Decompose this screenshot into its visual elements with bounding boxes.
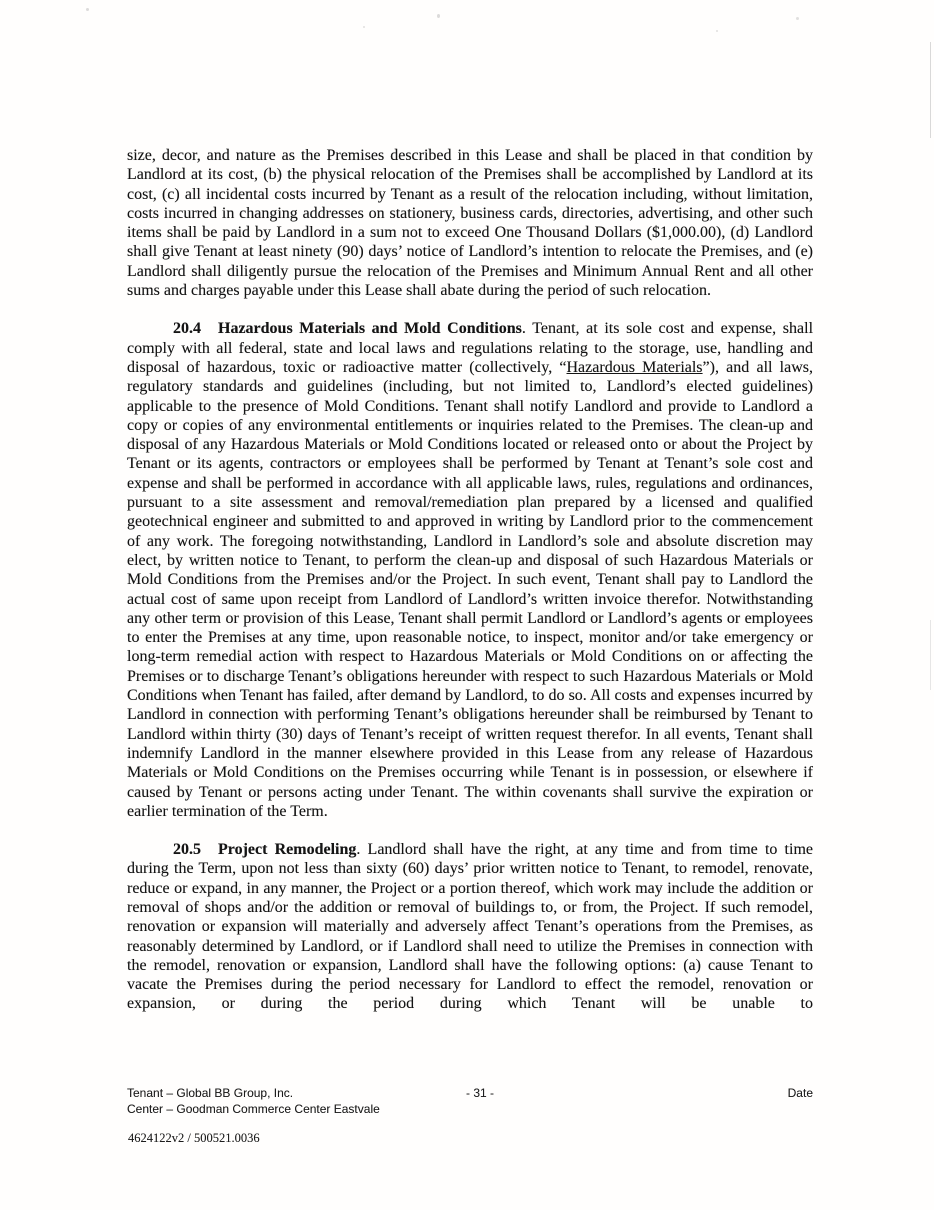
scan-speck	[716, 30, 718, 32]
page-number: - 31 -	[466, 1086, 495, 1100]
scan-speck	[437, 14, 440, 18]
document-body	[127, 146, 813, 1033]
paragraph-text: ”), and all laws, regulatory standards and guidelines (including, but not limited to, Landlord’s elected guidelines) applicable to the presence of Mold Conditions. Tenant shall notify Landlord and provide to Landlord a copy or copies of any environmental entitlements or inquiries related to the Premises. The clean-up and disposal of any Hazardous Materials or Mold Conditions located or released onto or about the Project by Tenant or its agents, contractors or employees shall be performed by Tenant at Tenant’s sole cost and expense and shall be performed in accordance with all applicable laws, rules, regulations and ordinances, pursuant to a site assessment and removal/remediation plan prepared by a licensed and qualified geotechnical engineer and submitted to and approved in writing by Landlord prior to the commencement of any work. The foregoing notwithstanding, Landlord in Landlord’s sole and absolute discretion may elect, by written notice to Tenant, to perform the clean-up and disposal of such Hazardous Materials or Mold Conditions from the Premises and/or the Project. In such event, Tenant shall pay to Landlord the actual cost of same upon receipt from Landlord of Landlord’s written invoice therefor. Notwithstanding any other term or provision of this Lease, Tenant shall permit Landlord or Landlord’s agents or employees to enter the Premises at any time, upon reasonable notice, to inspect, monitor and/or take emergency or long-term remedial action with respect to Hazardous Materials or Mold Conditions on or affecting the Premises or to discharge Tenant’s obligations hereunder with respect to such Hazardous Materials or Mold Conditions when Tenant has failed, after demand by Landlord, to do so. All costs and expenses incurred by Landlord in connection with performing Tenant’s obligations hereunder shall be reimbursed by Tenant to Landlord within thirty (30) days of Tenant’s receipt of written request therefor. In all events, Tenant shall indemnify Landlord in the manner elsewhere provided in this Lease from any release of Hazardous Materials or Mold Conditions on the Premises occurring while Tenant is in possession, or elsewhere if caused by Tenant or persons acting under Tenant. The within covenants shall survive the expiration or earlier termination of the Term.	[127, 358, 813, 820]
section-heading: Hazardous Materials and Mold Conditions	[218, 320, 522, 338]
page-footer	[127, 1085, 813, 1119]
defined-term: Hazardous Materials	[566, 358, 703, 376]
scan-speck	[86, 8, 89, 11]
section-number: 20.5	[173, 841, 201, 859]
document-number: 4624122v2 / 500521.0036	[128, 1131, 260, 1145]
footer-left-block	[127, 1085, 380, 1117]
paragraph-text: . Tenant, at its sole cost and expense, shall comply with all federal, state and local laws and regulations relating to the storage, use, handling and disposal of hazardous, toxic or radioactive matter (collectively, “	[127, 320, 814, 376]
date-label: Date	[787, 1086, 813, 1100]
scan-speck	[796, 17, 799, 20]
scan-edge-artifact	[930, 620, 931, 690]
paragraph-text: . Landlord shall have the right, at any time and from time to time during the Term, upon not less than sixty (60) days’ prior written notice to Tenant, to remodel, renovate, reduce or expand, in any manner, the Project or a portion thereof, which work may include the addition or removal of shops and/or the addition or removal of buildings to, or from, the Project. If such remodel, renovation or expansion will materially and adversely affect Tenant’s operations from the Premises, as reasonably determined by Landlord, or if Landlord shall need to utilize the Premises in connection with the remodel, renovation or expansion, Landlord shall have the following options: (a) cause Tenant to vacate the Premises during the period necessary for Landlord to effect the remodel, renovation or expansion, or during the period during which Tenant will be unable to	[127, 841, 813, 1013]
footer-center-line: Center – Goodman Commerce Center Eastvale	[127, 1102, 380, 1116]
paragraph-section-20-5	[127, 840, 813, 1014]
scan-speck	[363, 26, 365, 28]
section-number: 20.4	[173, 320, 201, 338]
footer-tenant-line: Tenant – Global BB Group, Inc.	[127, 1086, 294, 1100]
section-heading: Project Remodeling	[218, 841, 357, 859]
paragraph-text: size, decor, and nature as the Premises described in this Lease and shall be placed in that condition by Landlord at its cost, (b) the physical relocation of the Premises shall be accomplished by Landlord at its cost, (c) all incidental costs incurred by Tenant as a result of the relocation including, without limitation, costs incurred in changing addresses on stationery, business cards, directories, advertising, and other such items shall be paid by Landlord in a sum not to exceed One Thousand Dollars ($1,000.00), (d) Landlord shall give Tenant at least ninety (90) days’ notice of Landlord’s intention to relocate the Premises, and (e) Landlord shall diligently pursue the relocation of the Premises and Minimum Annual Rent and all other sums and charges payable under this Lease shall abate during the period of such relocation.	[127, 147, 813, 300]
scan-edge-artifact	[930, 42, 931, 138]
paragraph-section-20-4	[127, 319, 813, 821]
paragraph-relocation-continuation	[127, 146, 813, 300]
